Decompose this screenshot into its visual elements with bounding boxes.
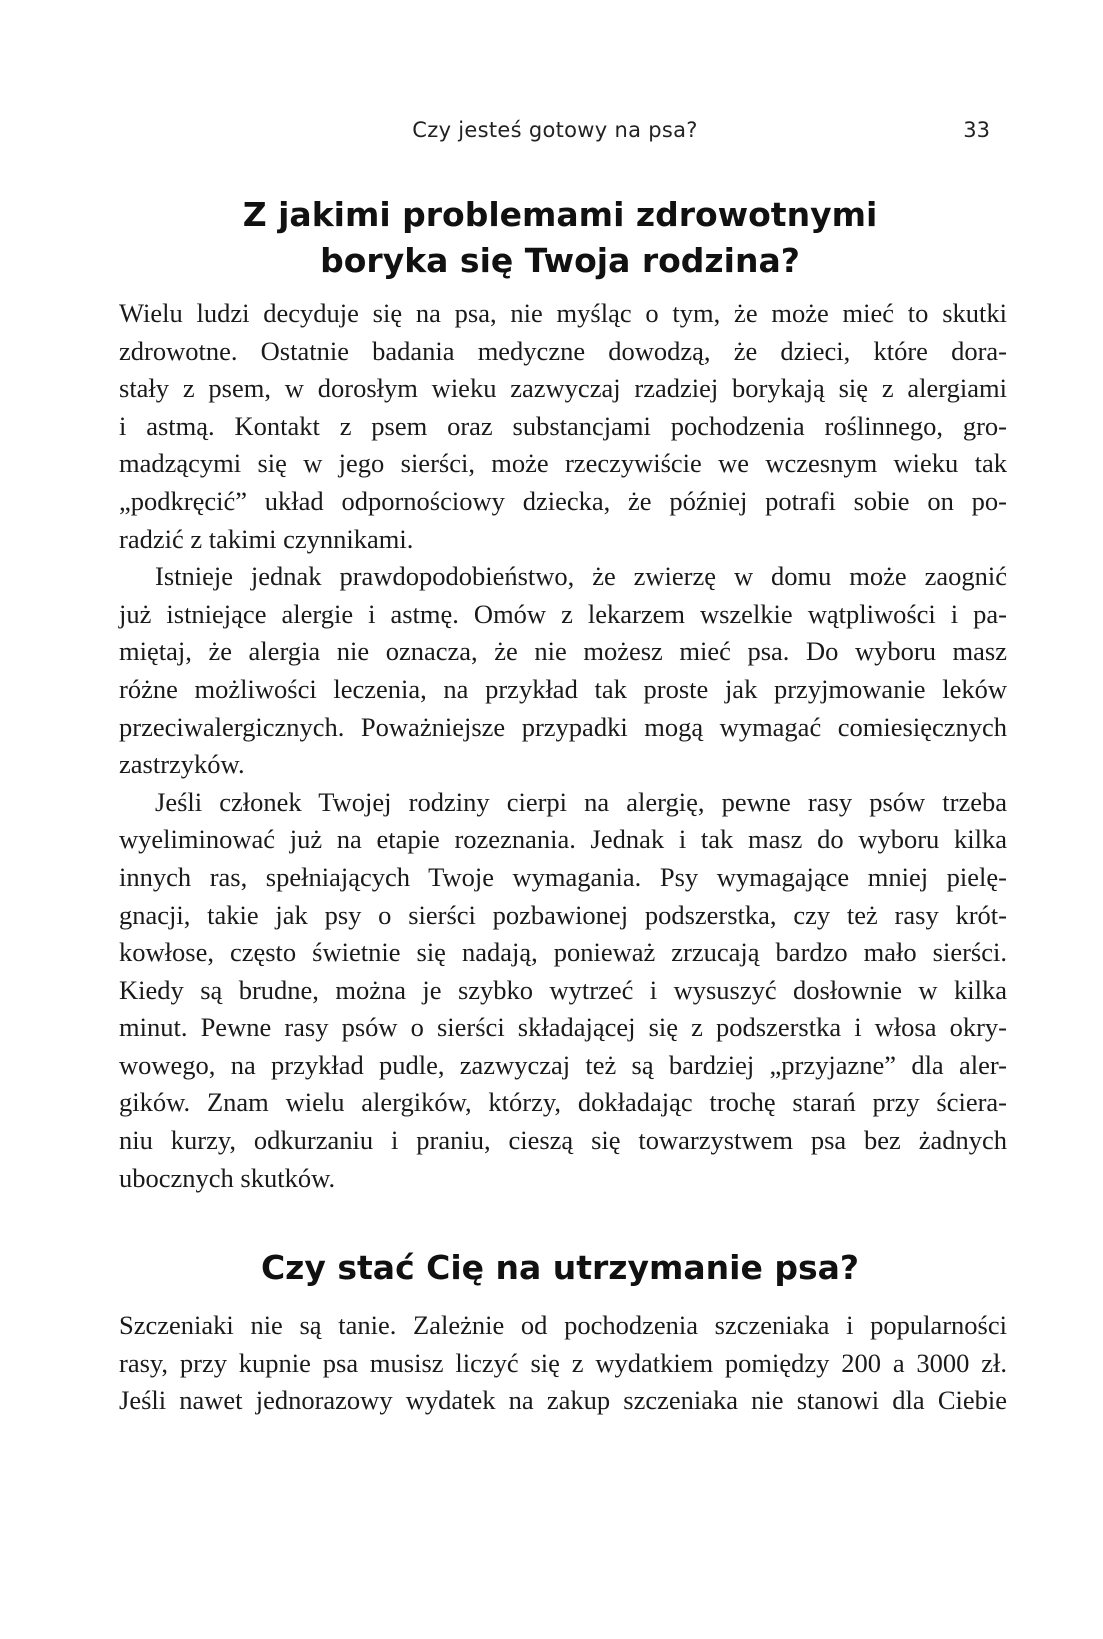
section-heading-health	[120, 192, 1000, 284]
text-line: zdrowotne. Ostatnie badania medyczne dowodzą, że dzieci, które dora-	[119, 335, 1007, 366]
paragraph	[119, 558, 1007, 784]
text-line: już istniejące alergie i astmę. Omów z lekarzem wszelkie wątpliwości i pa-	[119, 598, 1007, 629]
text-line: i astmą. Kontakt z psem oraz substancjami pochodzenia roślinnego, gro-	[119, 410, 1007, 441]
text-line: przeciwalergicznych. Poważniejsze przypadki mogą wymagać comiesięcznych	[119, 711, 1007, 742]
section-body-costs	[119, 1307, 1007, 1420]
text-line: ubocznych skutków.	[119, 1162, 336, 1193]
text-line: Jeśli nawet jednorazowy wydatek na zakup szczeniaka nie stanowi dla Ciebie	[119, 1385, 1007, 1416]
text-line: Wielu ludzi decyduje się na psa, nie myśląc o tym, że może mieć to skutki	[119, 298, 1007, 328]
text-line: kowłose, często świetnie się nadają, ponieważ zrzucają bardzo mało sierści.	[119, 937, 1007, 968]
text-line: niu kurzy, odkurzaniu i praniu, cieszą się towarzystwem psa bez żadnych	[119, 1125, 1007, 1156]
text-line: stały z psem, w dorosłym wieku zazwyczaj rzadziej borykają się z alergiami	[119, 373, 1007, 404]
text-line: wowego, na przykład pudle, zazwyczaj też są bardziej „przyjazne” dla aler-	[119, 1049, 1007, 1080]
heading-line: boryka się Twoja rodzina?	[320, 241, 800, 280]
text-line: Jeśli członek Twojej rodziny cierpi na alergię, pewne rasy psów trzeba	[155, 786, 1007, 817]
text-line: wyeliminować już na etapie rozeznania. Jednak i tak masz do wyboru kilka	[119, 824, 1007, 855]
text-line: madzącymi się w jego sierści, może rzeczywiście we wczesnym wieku tak	[119, 448, 1007, 479]
text-line: innych ras, spełniających Twoje wymagania. Psy wymagające mniej pielę-	[119, 861, 1007, 892]
text-line: miętaj, że alergia nie oznacza, że nie możesz mieć psa. Do wyboru masz	[119, 636, 1007, 667]
text-line: różne możliwości leczenia, na przykład tak proste jak przyjmowanie leków	[119, 673, 1007, 704]
section-heading-costs: Czy stać Cię na utrzymanie psa?	[260, 1248, 860, 1287]
paragraph	[119, 1307, 1007, 1420]
paragraph	[119, 784, 1007, 1198]
heading-line: Z jakimi problemami zdrowotnymi	[242, 195, 878, 234]
text-line: Istnieje jednak prawdopodobieństwo, że zwierzę w domu może zaognić	[155, 561, 1007, 592]
text-line: Szczeniaki nie są tanie. Zależnie od pochodzenia szczeniaka i popularności	[119, 1310, 1007, 1340]
paragraph	[119, 295, 1007, 558]
text-line: Kiedy są brudne, można je szybko wytrzeć i wysuszyć dosłownie w kilka	[119, 974, 1007, 1005]
text-line: gnacji, takie jak psy o sierści pozbawionej podszerstka, czy też rasy krót-	[119, 899, 1007, 930]
running-head-title: Czy jesteś gotowy na psa?	[412, 118, 698, 142]
text-line: „podkręcić” układ odpornościowy dziecka, że później potrafi sobie on po-	[119, 485, 1007, 516]
section-body-health	[119, 295, 1007, 1197]
text-line: zastrzyków.	[119, 749, 245, 780]
text-line: minut. Pewne rasy psów o sierści składającej się z podszerstka i włosa okry-	[119, 1012, 1007, 1043]
text-line: radzić z takimi czynnikami.	[119, 523, 414, 554]
running-head	[120, 118, 990, 154]
page-number: 33	[963, 118, 990, 142]
text-line: rasy, przy kupnie psa musisz liczyć się z wydatkiem pomiędzy 200 a 3000 zł.	[119, 1347, 1007, 1378]
text-line: gików. Znam wielu alergików, którzy, dokładając trochę starań przy ściera-	[119, 1087, 1007, 1118]
